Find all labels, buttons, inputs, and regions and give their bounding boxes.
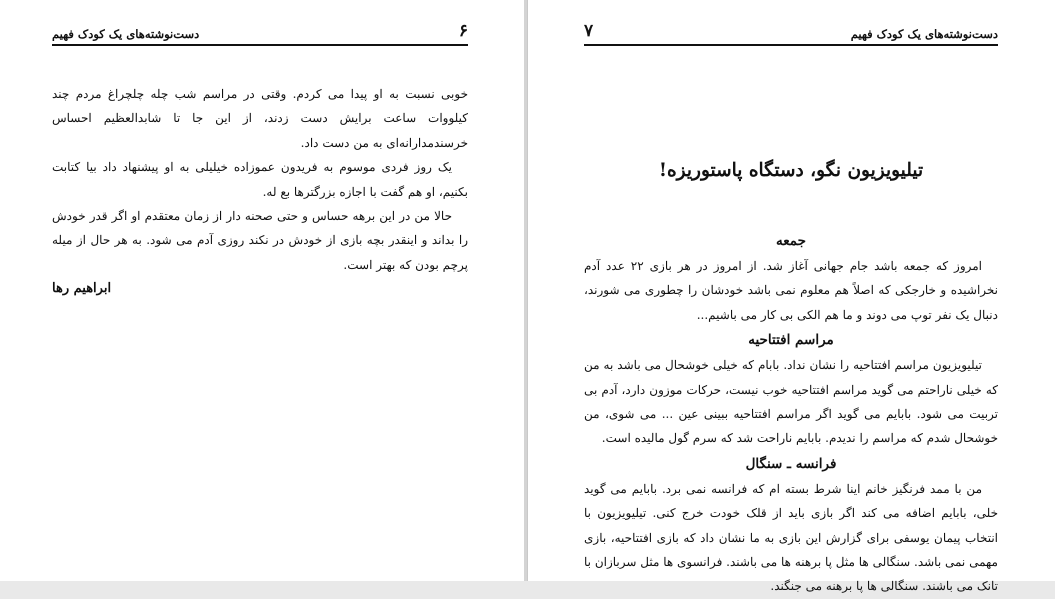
right-page-body xyxy=(584,233,998,599)
left-page-number: ۶ xyxy=(458,21,468,41)
chapter-title: تیلیویزیون نگو، دستگاه پاستوریزه! xyxy=(658,160,924,181)
section-text-opening-ceremony: تیلیویزیون مراسم افتتاحیه را نشان نداد. بابام که خیلی خوشحال می باشد به من که خیلی ناراحتم می گوید مراسم افتتاحیه خوب نیست، حرکات موزون دارد، آدم بی تربیت می شود. بابایم می گوید اگر مراسم افتتاحیه ببینی عین ... می شوی، من خوشحال شدم که مراسم را ندیدم. بابایم ناراحت شد که سرم گول مالیده است. xyxy=(584,358,998,446)
section-heading-france-senegal: فرانسه ـ سنگال xyxy=(745,455,837,472)
section-text-france-senegal: من با ممد فرنگیز خانم اینا شرط بسته ام که فرانسه نمی برد. بابایم می گوید خلی، بابایم اضافه می کند اگر بازی باید از قلک خودت خرج کنی. تیلیویزیون با انتخاب پیمان یوسفی برای گزارش این بازی به ما نشان داد که بازی افتتاحیه، بازی مهمی نمی باشد. سنگالی ها مثل پا برهنه ها می باشند. فرانسوی ها مثل سربازان با تانک می باشند. سنگالی ها پا برهنه می جنگند. xyxy=(584,481,998,594)
left-paragraph-2: یک روز فردی موسوم به فریدون عموزاده خیلیلی به او پیشنهاد داد بیا کتابت بکنیم، او هم گفت با اجازه بزرگترها بع له. xyxy=(52,160,468,199)
section-text-friday: امروز که جمعه باشد جام جهانی آغاز شد. از امروز در هر بازی ۲۲ عدد آدم نخراشیده و خارجکی که اصلاً هم معلوم نمی باشد خودشان را چطوری می شورند، دنبال یک نفر توپ می دوند و ما هم الکی بی کار می باشیم... xyxy=(584,259,998,322)
right-page xyxy=(527,0,1055,594)
left-page-body xyxy=(52,82,468,277)
left-running-title: دست‌نوشته‌های یک کودک فهیم xyxy=(52,27,200,41)
right-running-title: دست‌نوشته‌های یک کودک فهیم xyxy=(850,27,998,41)
left-page-header xyxy=(52,21,468,46)
section-heading-friday: جمعه xyxy=(776,233,806,249)
left-paragraph-3: حالا من در این برهه حساس و حتی صحنه دار از زمان معتقدم او اگر قدر خودش را بداند و اینقدر بچه بازی از خودش در نکند روزی آدم می شود. به هر حال از میله پرچم بودن که بهتر است. xyxy=(52,209,468,272)
left-paragraph-1: خوبی نسبت به او پیدا می کردم. وقتی در مراسم شب چله چلچراغ مردم چند کیلووات ساعت برایش دست زدند، از این جا تا شابدالعظیم احساس خرسندمدارانه‌ای به من دست داد. xyxy=(52,87,468,150)
left-page xyxy=(0,0,525,581)
right-page-header xyxy=(584,21,998,46)
section-heading-opening-ceremony: مراسم افتتاحیه xyxy=(748,332,834,349)
right-page-number: ۷ xyxy=(584,21,594,41)
author-signature: ابراهیم رها xyxy=(52,281,112,296)
